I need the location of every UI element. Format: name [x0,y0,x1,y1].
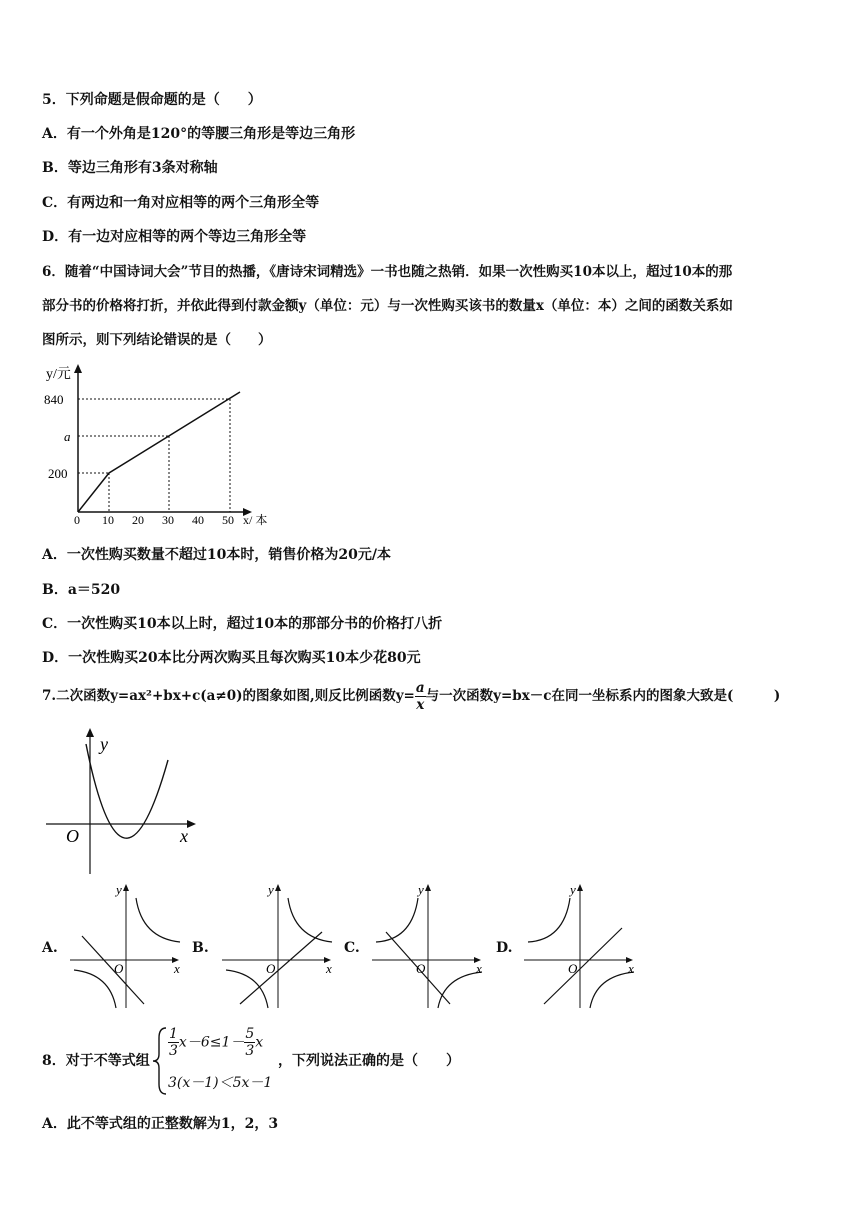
q6-y-tick-a: a [64,429,71,444]
q8-frac-1 [168,1026,179,1059]
q6-x-tick-40: 40 [192,513,204,527]
q6-option-a: A．一次性购买数量不超过10本时，销售价格为20元/本 [42,547,391,563]
q7-option-b-graph [220,880,340,1010]
q5-option-a: A．有一个外角是120°的等腰三角形是等边三角形 [42,126,356,142]
q7-b-origin: O [266,961,276,976]
q6-y-axis-label: y/元 [46,367,71,382]
q8-inequality-2: 3(x－1)＜5x－1 [168,1075,273,1091]
q6-x-tick-10: 10 [102,513,114,527]
q7-a-x-label: x [174,961,180,976]
q7-stem-after: 与一次函数y=bx－c在同一坐标系内的图象大致是( ) [425,688,781,704]
q6-option-d: D．一次性购买20本比分两次购买且每次购买10本少花80元 [42,650,421,666]
q6-x-tick-0: 0 [74,513,80,527]
q8-brace [150,1026,170,1096]
q8-stem-before: 8．对于不等式组 [42,1053,150,1069]
q6-stem-line-3: 图所示，则下列结论错误的是（ ） [42,332,272,348]
q6-option-c: C．一次性购买10本以上时，超过10本的那部分书的价格打八折 [42,616,443,632]
q8-ineq1-end: x [255,1034,264,1051]
q8-option-a: A．此不等式组的正整数解为1，2，3 [42,1116,279,1132]
q7-d-origin: O [568,961,578,976]
q7-stem-before: 7.二次函数y=ax²+bx+c(a≠0)的图象如图,则反比例函数y= [42,688,415,704]
q7-a-origin: O [114,961,124,976]
q6-x-tick-20: 20 [132,513,144,527]
q7-c-y-label: y [418,882,424,897]
q8-ineq1-middle: x－6≤1－ [178,1034,245,1051]
q6-price-graph [40,362,280,527]
q7-frac-den: x [416,697,425,713]
q6-x-axis-label: x/ 本 [243,513,268,527]
q7-d-y-label: y [570,882,576,897]
q7-option-c-letter: C. [344,940,360,956]
q7-option-d-graph [522,880,642,1010]
q7-option-a-graph [68,880,188,1010]
q6-option-b: B．a＝520 [42,582,121,598]
q7-parabola-origin: O [66,826,79,846]
q8-stem-after: ，下列说法正确的是（ ） [278,1053,460,1069]
q7-option-b-letter: B. [192,940,209,956]
q7-parabola-x-label: x [180,826,188,846]
q5-stem: 5．下列命题是假命题的是（ ） [42,92,262,108]
q6-x-tick-30: 30 [162,513,174,527]
q7-a-y-label: y [116,882,122,897]
q8-frac-1-num: 1 [169,1026,178,1042]
q5-option-c: C．有两边和一角对应相等的两个三角形全等 [42,195,320,211]
q5-option-b: B．等边三角形有3条对称轴 [42,160,218,176]
q6-x-tick-50: 50 [222,513,234,527]
q6-stem-line-2: 部分书的价格将打折，并依此得到付款金额y（单位：元）与一次性购买该书的数量x（单位：本）之间的函数关系如 [42,298,733,314]
q7-option-a-letter: A. [42,940,58,956]
q6-stem-line-1: 6．随着“中国诗词大会”节目的热播，《唐诗宋词精选》一书也随之热销．如果一次性购买10本以上，超过10本的那 [42,264,733,280]
q7-stem [42,680,780,713]
q7-parabola-y-label: y [100,734,108,754]
q7-frac-num: a [415,680,425,696]
q7-c-x-label: x [476,961,482,976]
q7-fraction [415,680,426,713]
q7-parabola-graph [40,726,210,876]
q8-frac-2 [244,1026,255,1059]
q6-y-tick-200: 200 [48,466,68,481]
q7-b-y-label: y [268,882,274,897]
q8-frac-1-den: 3 [169,1043,178,1059]
q6-y-tick-840: 840 [44,392,64,407]
q8-frac-2-num: 5 [245,1026,255,1042]
q8-frac-2-den: 3 [245,1043,255,1059]
q7-option-c-graph [370,880,490,1010]
q8-inequality-1 [168,1026,263,1059]
q7-option-d-letter: D. [496,940,513,956]
q7-d-x-label: x [628,961,634,976]
q7-b-x-label: x [326,961,332,976]
q5-option-d: D．有一边对应相等的两个等边三角形全等 [42,229,307,245]
q7-c-origin: O [416,961,426,976]
